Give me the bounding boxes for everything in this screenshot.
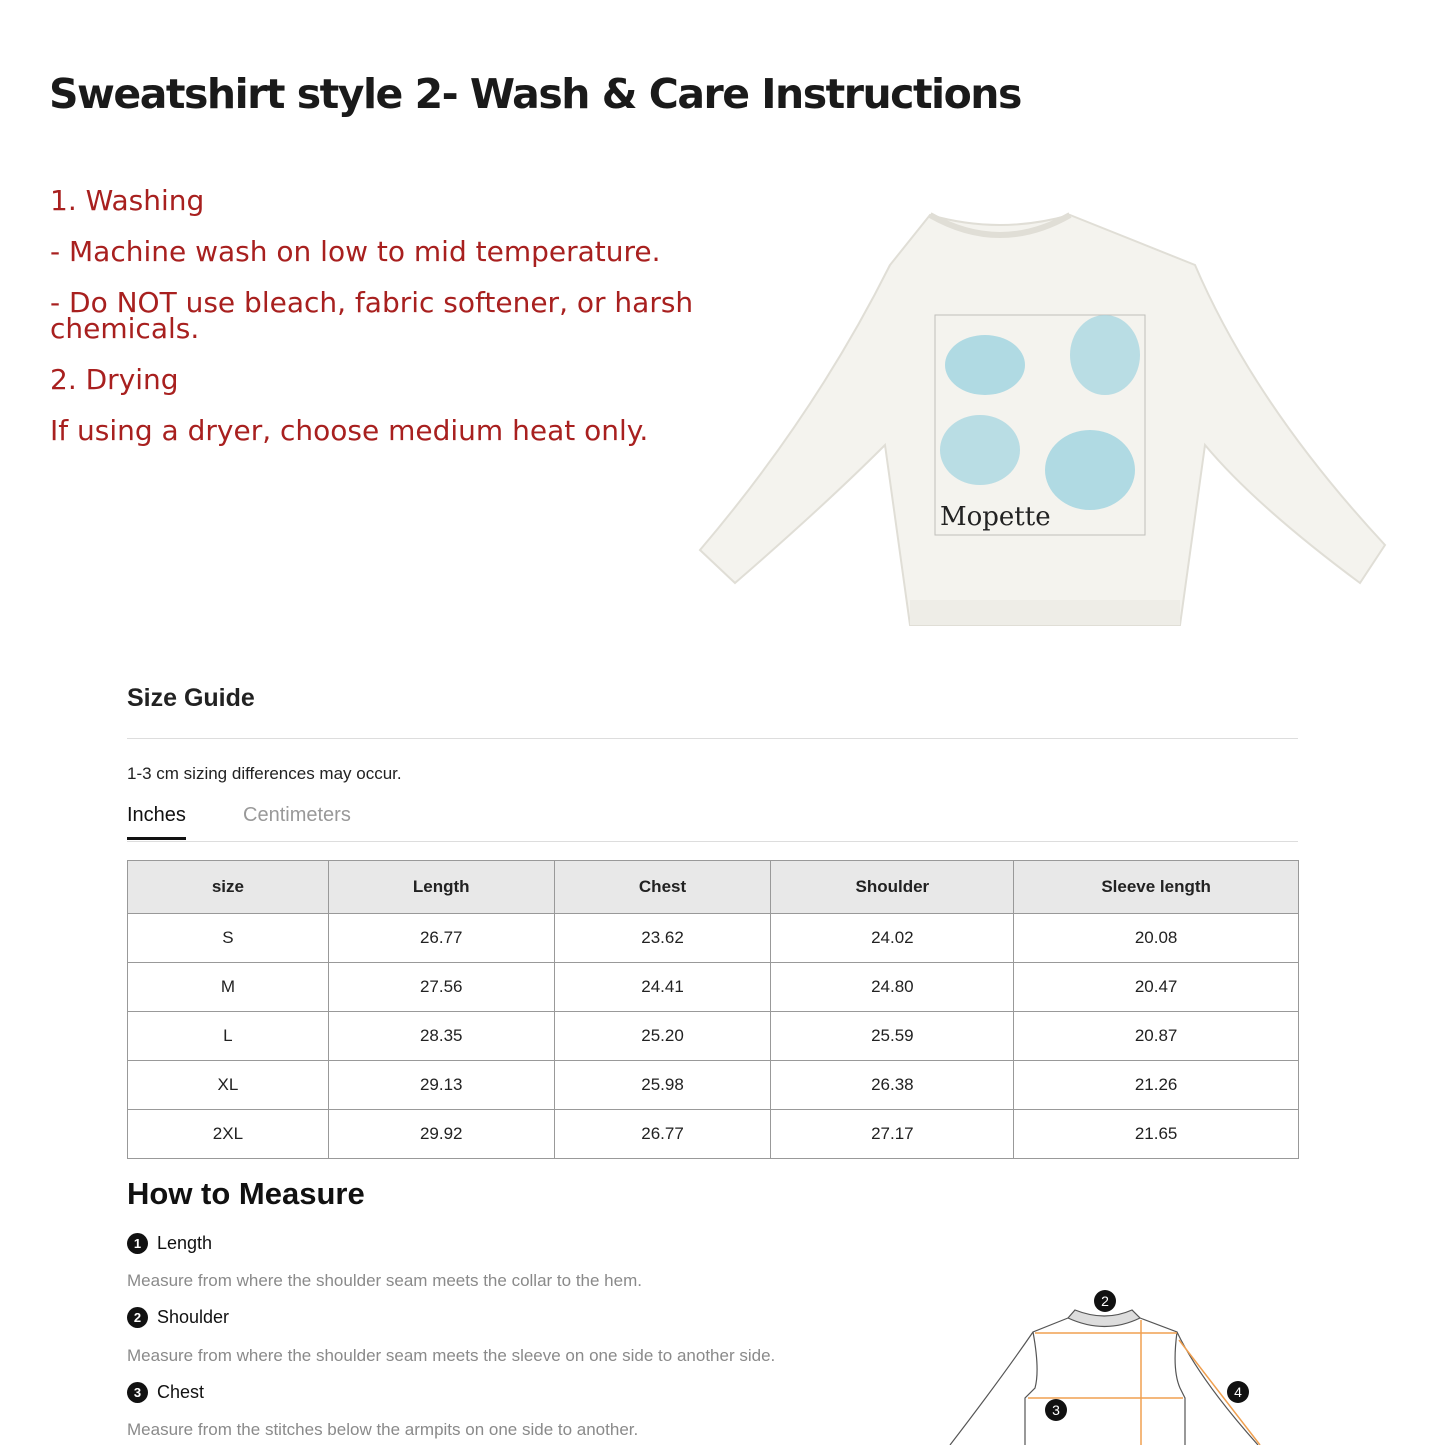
- table-cell: 20.08: [1014, 914, 1299, 963]
- svg-text:Mopette: Mopette: [940, 502, 1051, 532]
- svg-text:3: 3: [1052, 1402, 1060, 1418]
- table-cell: 27.56: [328, 963, 554, 1012]
- column-header: Shoulder: [771, 861, 1014, 914]
- number-1-icon: 1: [127, 1233, 148, 1254]
- page-title: Sweatshirt style 2- Wash & Care Instructions: [49, 70, 1021, 118]
- step-description: Measure from where the shoulder seam meets the collar to the hem.: [127, 1271, 642, 1290]
- table-cell: 27.17: [771, 1110, 1014, 1159]
- table-cell: 20.47: [1014, 963, 1299, 1012]
- table-cell: 26.38: [771, 1061, 1014, 1110]
- care-line: If using a dryer, choose medium heat only.: [50, 414, 649, 447]
- divider: [127, 738, 1298, 739]
- tabs-divider: [127, 841, 1298, 842]
- table-row: [128, 963, 1299, 1012]
- step-chest: [127, 1382, 204, 1403]
- care-instructions: [50, 184, 710, 469]
- table-cell: L: [128, 1012, 329, 1061]
- step-label: Shoulder: [157, 1307, 230, 1327]
- marker-2: [1094, 1290, 1116, 1312]
- measurement-diagram: [900, 1280, 1300, 1445]
- step-length: [127, 1233, 212, 1254]
- table-cell: M: [128, 963, 329, 1012]
- table-cell: 21.26: [1014, 1061, 1299, 1110]
- table-cell: 26.77: [554, 1110, 771, 1159]
- table-row: [128, 1110, 1299, 1159]
- column-header: size: [128, 861, 329, 914]
- table-cell: 25.20: [554, 1012, 771, 1061]
- column-header: Length: [328, 861, 554, 914]
- marker-3: [1045, 1399, 1067, 1421]
- care-line: - Do NOT use bleach, fabric softener, or harsh chemicals.: [50, 286, 694, 345]
- care-line: 2. Drying: [50, 363, 179, 396]
- tab-centimeters[interactable]: Centimeters: [243, 804, 351, 826]
- care-line: 1. Washing: [50, 184, 205, 217]
- column-header: Chest: [554, 861, 771, 914]
- step-description: Measure from the stitches below the armpits on one side to another.: [127, 1420, 639, 1439]
- step-label: Length: [157, 1233, 213, 1253]
- column-header: Sleeve length: [1014, 861, 1299, 914]
- table-header-row: [128, 861, 1299, 914]
- table-cell: S: [128, 914, 329, 963]
- care-line: - Machine wash on low to mid temperature.: [50, 235, 661, 268]
- step-label: Chest: [157, 1382, 205, 1402]
- table-cell: 28.35: [328, 1012, 554, 1061]
- table-cell: 25.98: [554, 1061, 771, 1110]
- table-row: [128, 1061, 1299, 1110]
- how-to-measure-title: How to Measure: [127, 1176, 365, 1211]
- table-cell: 29.13: [328, 1061, 554, 1110]
- table-cell: 26.77: [328, 914, 554, 963]
- svg-text:2: 2: [1101, 1293, 1109, 1309]
- step-shoulder: [127, 1307, 229, 1328]
- table-cell: 2XL: [128, 1110, 329, 1159]
- table-cell: XL: [128, 1061, 329, 1110]
- svg-text:4: 4: [1234, 1384, 1242, 1400]
- number-3-icon: 3: [127, 1382, 148, 1403]
- table-cell: 23.62: [554, 914, 771, 963]
- sweatshirt-image: [695, 205, 1395, 635]
- table-cell: 21.65: [1014, 1110, 1299, 1159]
- table-cell: 24.80: [771, 963, 1014, 1012]
- marker-4: [1227, 1381, 1249, 1403]
- size-table: [127, 860, 1299, 1159]
- table-cell: 24.41: [554, 963, 771, 1012]
- size-guide-title: Size Guide: [127, 684, 255, 712]
- tab-inches[interactable]: Inches: [127, 804, 186, 840]
- table-cell: 24.02: [771, 914, 1014, 963]
- step-description: Measure from where the shoulder seam meets the sleeve on one side to another side.: [127, 1346, 776, 1365]
- table-cell: 20.87: [1014, 1012, 1299, 1061]
- table-row: [128, 914, 1299, 963]
- number-2-icon: 2: [127, 1307, 148, 1328]
- sizing-note: 1-3 cm sizing differences may occur.: [127, 764, 402, 783]
- table-cell: 29.92: [328, 1110, 554, 1159]
- table-cell: 25.59: [771, 1012, 1014, 1061]
- table-row: [128, 1012, 1299, 1061]
